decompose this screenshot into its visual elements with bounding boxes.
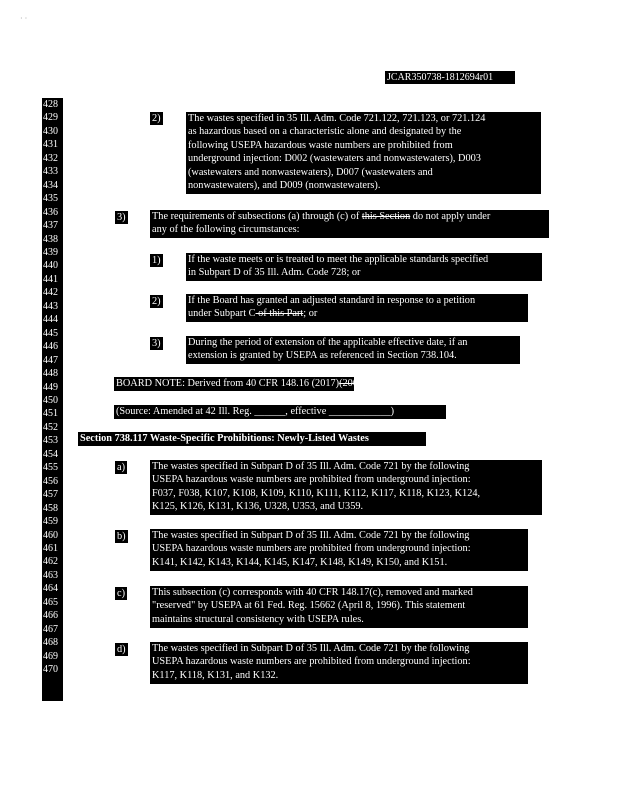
text-segment: ; or	[303, 308, 318, 320]
source-note	[114, 405, 446, 419]
text-line: "reserved" by USEPA at 61 Fed. Reg. 15662 (April 8, 1996). This statement	[152, 600, 466, 612]
item-label-3: 3)	[117, 212, 126, 223]
text-line: K117, K118, K131, and K132.	[152, 669, 279, 681]
text-line: extension is granted by USEPA as referenced in Section 738.104.	[188, 350, 457, 362]
line-number: 456	[43, 475, 58, 487]
text-line: (Source: Amended at 42 Ill. Reg. ______, effective ____________)	[116, 406, 395, 417]
line-number: 460	[43, 529, 58, 541]
line-number: 443	[43, 300, 58, 312]
text-line: nonwastewaters), and D009 (nonwastewaters).	[188, 180, 381, 192]
line-number: 467	[43, 623, 58, 635]
text-segment: do not apply under	[410, 211, 491, 222]
line-number: 457	[43, 489, 58, 501]
text-line: The wastes specified in 35 Ill. Adm. Code 721.122, 721.123, or 721.124	[188, 113, 486, 124]
text-line: USEPA hazardous waste numbers are prohibited from underground injection:	[152, 656, 471, 668]
line-number: 446	[43, 341, 58, 353]
line-number: 438	[43, 233, 58, 245]
text-line: If the Board has granted an adjusted standard in response to a petition	[188, 295, 476, 306]
line-number: 462	[43, 556, 58, 568]
line-number: 430	[43, 125, 58, 137]
line-number: 452	[43, 421, 58, 433]
subparagraph-3	[186, 336, 520, 364]
struck-text: of this Part	[255, 308, 304, 320]
line-number: 436	[43, 206, 58, 218]
line-number: 463	[43, 569, 58, 581]
section-heading	[78, 432, 426, 446]
text-segment: under Subpart C	[188, 308, 256, 320]
line-number: 464	[43, 583, 58, 595]
line-number: 431	[43, 139, 58, 151]
item-label-b: b)	[117, 531, 126, 542]
subparagraph-1	[186, 253, 542, 281]
subitem-label-1: 1)	[152, 255, 161, 266]
line-number: 442	[43, 287, 58, 299]
line-number: 448	[43, 368, 58, 380]
item-label-a: a)	[117, 462, 125, 473]
text-line: K141, K142, K143, K144, K145, K147, K148, K149, K150, and K151.	[152, 556, 448, 568]
line-number: 439	[43, 246, 58, 258]
struck-text: this Section	[361, 211, 411, 222]
text-line: If the waste meets or is treated to meet the applicable standards specified	[188, 254, 489, 265]
struck-text: (2005)	[339, 378, 367, 389]
text-segment: The requirements of subsections (a) through (c) of	[152, 211, 362, 222]
line-number: 451	[43, 408, 58, 420]
text-line: The wastes specified in Subpart D of 35 Ill. Adm. Code 721 by the following	[152, 643, 470, 654]
text-line: in Subpart D of 35 Ill. Adm. Code 728; or	[188, 267, 361, 279]
line-number: 428	[43, 99, 58, 110]
text-line: USEPA hazardous waste numbers are prohibited from underground injection:	[152, 474, 471, 486]
line-number: 453	[43, 435, 58, 447]
line-number: 470	[43, 664, 58, 676]
text-segment: .	[366, 378, 370, 389]
section-title: Section 738.117 Waste-Specific Prohibitions: Newly-Listed Wastes	[80, 433, 369, 444]
line-number: 454	[43, 448, 58, 460]
subparagraph-2	[186, 294, 528, 322]
paragraph-2-wastes	[186, 112, 541, 194]
line-number: 441	[43, 273, 58, 285]
line-number: 458	[43, 502, 58, 514]
line-number: 447	[43, 354, 58, 366]
line-number: 444	[43, 314, 58, 326]
text-line: The wastes specified in Subpart D of 35 Ill. Adm. Code 721 by the following	[152, 461, 470, 472]
line-number: 434	[43, 179, 58, 191]
subsection-a	[150, 460, 542, 515]
line-number: 433	[43, 166, 58, 178]
line-number: 429	[43, 112, 58, 124]
text-line: K125, K126, K131, K136, U328, U353, and U359.	[152, 501, 364, 513]
document-id-header: JCAR350738-1812694r01	[385, 71, 515, 84]
board-note	[114, 377, 370, 391]
text-line: maintains structural consistency with USEPA rules.	[152, 613, 364, 625]
line-number: 466	[43, 610, 58, 622]
item-label-2: 2)	[152, 113, 161, 124]
line-number: 435	[43, 193, 58, 205]
text-line: The wastes specified in Subpart D of 35 Ill. Adm. Code 721 by the following	[152, 530, 470, 541]
text-line: During the period of extension of the applicable effective date, if an	[188, 337, 468, 348]
text-line: USEPA hazardous waste numbers are prohibited from underground injection:	[152, 543, 471, 555]
text-line	[152, 210, 547, 223]
item-label-c: c)	[117, 588, 125, 599]
text-line	[116, 377, 370, 390]
line-number: 465	[43, 596, 58, 608]
line-number: 432	[43, 152, 58, 164]
text-line: F037, F038, K107, K108, K109, K110, K111, K112, K117, K118, K123, K124,	[152, 487, 481, 499]
subsection-c	[150, 586, 528, 628]
text-line: following USEPA hazardous waste numbers are prohibited from	[188, 139, 453, 151]
line-number: 455	[43, 462, 58, 474]
line-number: 445	[43, 327, 58, 339]
text-line: This subsection (c) corresponds with 40 CFR 148.17(c), removed and marked	[152, 587, 473, 598]
line-numbers	[43, 98, 63, 676]
paragraph-3-requirements	[150, 210, 549, 238]
text-segment: BOARD NOTE: Derived from 40 CFR 148.16 (2017)	[116, 378, 340, 389]
subsection-b	[150, 529, 528, 571]
item-label-d: d)	[117, 644, 126, 655]
text-line: underground injection: D002 (wastewaters and nonwastewaters), D003	[188, 153, 481, 165]
text-line: as hazardous based on a characteristic alone and designated by the	[188, 126, 462, 138]
text-line: (wastewaters and nonwastewaters), D007 (wastewaters and	[188, 166, 433, 178]
subitem-label-3: 3)	[152, 338, 161, 349]
line-number: 440	[43, 260, 58, 272]
line-number: 469	[43, 650, 58, 662]
subsection-d	[150, 642, 528, 684]
line-number: 450	[43, 394, 58, 406]
scan-speck: · ·	[20, 14, 28, 23]
text-line: any of the following circumstances:	[152, 224, 300, 236]
text-line	[188, 307, 526, 320]
line-number: 459	[43, 516, 58, 528]
line-number: 461	[43, 542, 58, 554]
line-number: 468	[43, 637, 58, 649]
line-number: 449	[43, 381, 58, 393]
subitem-label-2: 2)	[152, 296, 161, 307]
line-number: 437	[43, 220, 58, 232]
